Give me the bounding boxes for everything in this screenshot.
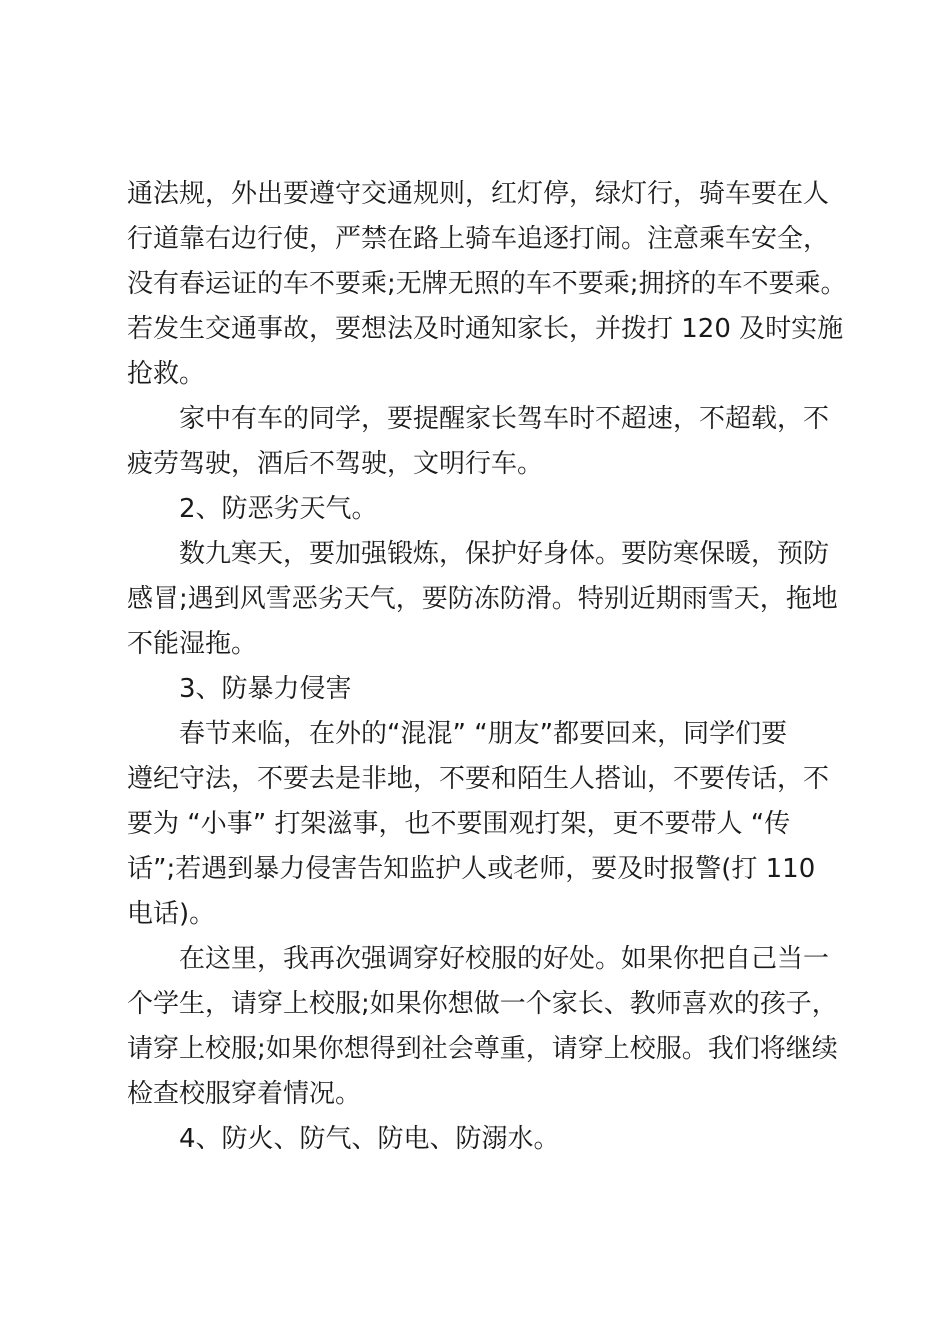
- text-line: 个学生，请穿上校服;如果你想做一个家长、教师喜欢的孩子，: [127, 989, 838, 1019]
- text-line: 话”;若遇到暴力侵害告知监护人或老师，要及时报警(打 110: [127, 854, 816, 884]
- text-line: 请穿上校服;如果你想得到社会尊重，请穿上校服。我们将继续: [127, 1034, 838, 1064]
- text-line: 通法规，外出要遵守交通规则，红灯停，绿灯行，骑车要在人: [127, 179, 830, 209]
- text-line: 感冒;遇到风雪恶劣天气，要防冻防滑。特别近期雨雪天，拖地: [127, 584, 838, 614]
- paragraph-start-line: 家中有车的同学，要提醒家长驾车时不超速，不超载，不: [179, 404, 830, 434]
- section-heading: 3、防暴力侵害: [179, 674, 352, 704]
- text-line: 检查校服穿着情况。: [127, 1079, 362, 1109]
- text-line: 不能湿拖。: [127, 629, 258, 659]
- paragraph-start-line: 在这里，我再次强调穿好校服的好处。如果你把自己当一: [179, 944, 830, 974]
- text-line: 抢救。: [127, 359, 206, 389]
- text-line: 电话)。: [127, 899, 216, 929]
- paragraph-start-line: 春节来临，在外的“混混” “朋友”都要回来，同学们要: [179, 719, 788, 749]
- section-heading: 2、防恶劣天气。: [179, 494, 378, 524]
- text-line: 没有春运证的车不要乘;无牌无照的车不要乘;拥挤的车不要乘。: [127, 269, 847, 299]
- document-body: [127, 172, 847, 1162]
- text-line: 遵纪守法，不要去是非地，不要和陌生人搭讪，不要传话，不: [127, 764, 830, 794]
- section-heading: 4、防火、防气、防电、防溺水。: [179, 1124, 560, 1154]
- paragraph-start-line: 数九寒天，要加强锻炼，保护好身体。要防寒保暖，预防: [179, 539, 830, 569]
- text-line: 要为 “小事” 打架滋事，也不要围观打架，更不要带人 “传: [127, 809, 791, 839]
- text-line: 行道靠右边行使，严禁在路上骑车追逐打闹。注意乘车安全，: [127, 224, 830, 254]
- text-line: 若发生交通事故，要想法及时通知家长，并拨打 120 及时实施: [127, 314, 844, 344]
- text-line: 疲劳驾驶，酒后不驾驶，文明行车。: [127, 449, 544, 479]
